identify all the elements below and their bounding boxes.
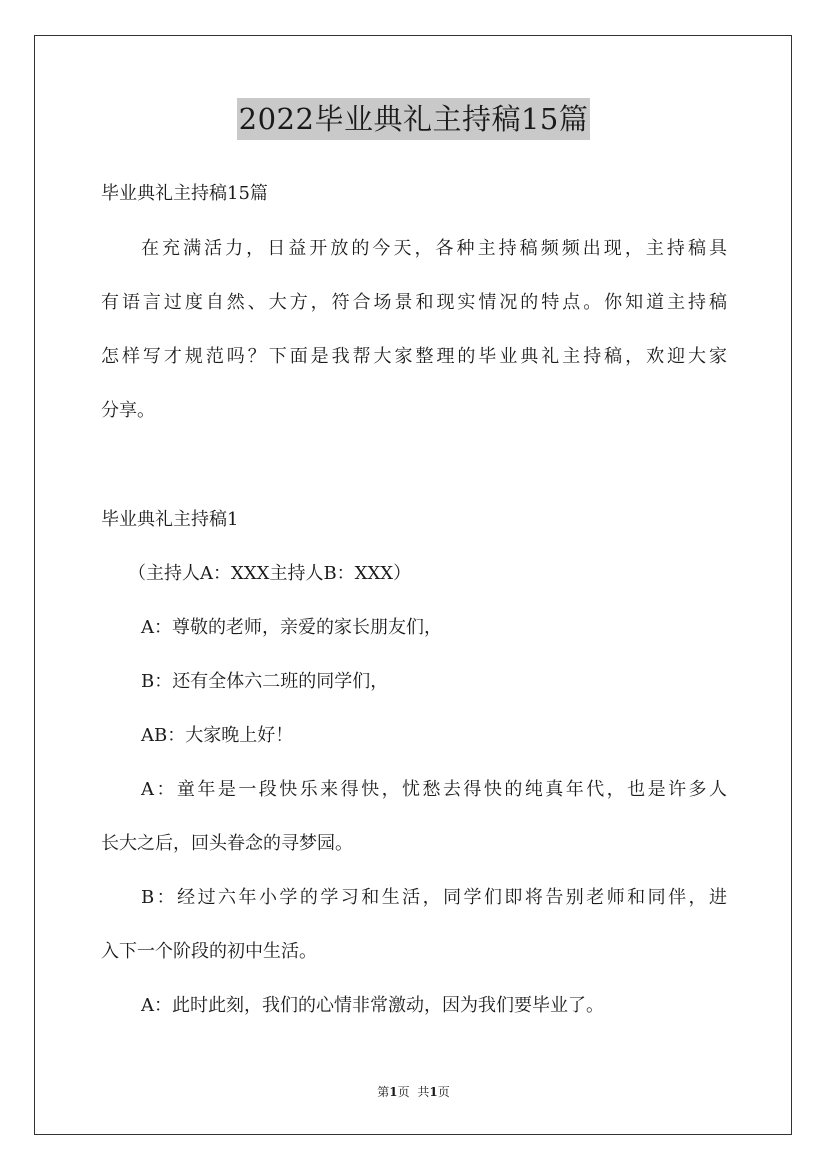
dialogue-line: 长大之后，回头眷念的寻梦园。: [101, 833, 353, 854]
intro-line: 在充满活力，日益开放的今天，各种主持稿频频出现，主持稿具: [141, 238, 727, 259]
footer-total-prefix: 共: [417, 1085, 430, 1099]
intro-line: 怎样写才规范吗？下面是我帮大家整理的毕业典礼主持稿，欢迎大家: [101, 346, 727, 367]
dialogue-line: A：童年是一段快乐来得快，忧愁去得快的纯真年代，也是许多人: [141, 779, 727, 800]
intro-line: 分享。: [101, 400, 155, 421]
host-line: （主持人A：XXX主持人B：XXX）: [128, 563, 412, 584]
document-subtitle: 毕业典礼主持稿15篇: [101, 183, 268, 204]
page-footer: [0, 1084, 827, 1100]
document-title-text: 2022毕业典礼主持稿15篇: [237, 98, 591, 140]
footer-page-suffix: 页: [397, 1085, 410, 1099]
intro-line: 有语言过度自然、大方，符合场景和现实情况的特点。你知道主持稿: [101, 292, 727, 313]
dialogue-line: A：尊敬的老师，亲爱的家长朋友们，: [141, 617, 442, 638]
document-title: [0, 98, 827, 140]
footer-total-number: 1: [429, 1085, 438, 1099]
footer-page-prefix: 第: [377, 1085, 390, 1099]
dialogue-line: B：还有全体六二班的同学们，: [141, 671, 389, 692]
footer-total-suffix: 页: [437, 1085, 450, 1099]
dialogue-line: AB：大家晚上好！: [141, 725, 294, 746]
section-heading: 毕业典礼主持稿1: [101, 509, 239, 530]
dialogue-line: 入下一个阶段的初中生活。: [101, 941, 317, 962]
footer-page-number: 1: [389, 1085, 398, 1099]
dialogue-line: A：此时此刻，我们的心情非常激动，因为我们要毕业了。: [141, 995, 604, 1016]
dialogue-line: B：经过六年小学的学习和生活，同学们即将告别老师和同伴，进: [141, 887, 727, 908]
